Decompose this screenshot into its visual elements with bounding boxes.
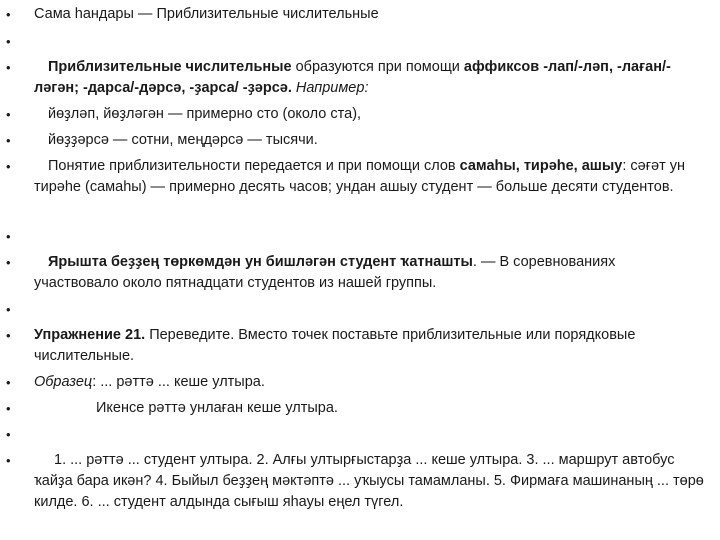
paragraph-approximation [34,156,704,198]
bullet-icon: • [6,229,11,244]
text-run: йөҙләп, йөҙләгән — примерно сто (около ста), [48,106,362,122]
bullet-icon: • [6,427,11,442]
bullet-icon: • [6,60,11,75]
text-run: Понятие приблизительности передается и при помощи слов [48,158,460,174]
bullet-icon: • [6,34,11,49]
bold-text-run: самаһы, тирәһе, ашыу [459,158,623,174]
bold-text-run: аффиксов -лап/-ләп, -лаған/-ләгән; -дарса/-дәрсә, -ҙарса/ -ҙәрсә. [34,59,671,96]
italic-text-run: Например: [295,80,369,96]
example-line [34,130,704,151]
text-run: : ... рәттә ... кеше ултыра. [92,374,265,390]
text-run: Икенсе рәттә унлаған кеше ултыра. [96,400,338,416]
bullet-icon: • [6,375,11,390]
text-run: Переведите. Вместо точек поставьте приблизительные или порядковые числительные. [34,327,636,364]
paragraph-example-sentence [34,252,704,294]
bullet-icon: • [6,328,11,343]
example-line [34,104,704,125]
bullet-icon: • [6,401,11,416]
bold-text-run: Упражнение 21. [34,327,146,343]
bullet-icon: • [6,133,11,148]
text-run: 1. ... рәттә ... студент ултыра. 2. Алғы ултырғыстарҙа ... кеше ултыра. 3. ... маршрут автобус ҡайҙа бара икән? 4. Быйыл беҙҙең мәктәптә ... уҡыусы тамамланы. 5. Фирмаға машинаның ... төрө килде. 6. ... студент алдында сығыш яһауы еңел түгел. [34,452,704,510]
bullet-icon: • [6,107,11,122]
exercise-sentences [34,450,704,513]
text-run: . — В соревнованиях участвовало около пятнадцати студентов из нашей группы. [34,254,616,291]
text-run: Сама һандары — Приблизительные числительные [34,6,379,22]
text-run: образуются при помощи [291,59,464,75]
bold-text-run: Ярышта беҙҙең төркөмдән ун бишләгән студент ҡатнашты [48,254,473,270]
exercise-heading [34,325,704,367]
bullet-icon: • [6,302,11,317]
bullet-icon: • [6,7,11,22]
bullet-icon: • [6,159,11,174]
bullet-icon: • [6,453,11,468]
paragraph-definition [34,57,704,99]
slide-title [34,4,704,25]
bold-text-run: Приблизительные числительные [48,59,292,75]
bullet-icon: • [6,255,11,270]
italic-text-run: Образец [34,374,93,390]
sample-line [34,372,704,393]
text-run: йөҙҙәрсә — сотни, меңдәрсә — тысячи. [48,132,318,148]
sample-answer [34,398,704,419]
text-run: : сәғәт ун тирәһе (самаһы) — примерно десять часов; ундан ашыу студент — больше десяти студентов. [34,158,685,195]
